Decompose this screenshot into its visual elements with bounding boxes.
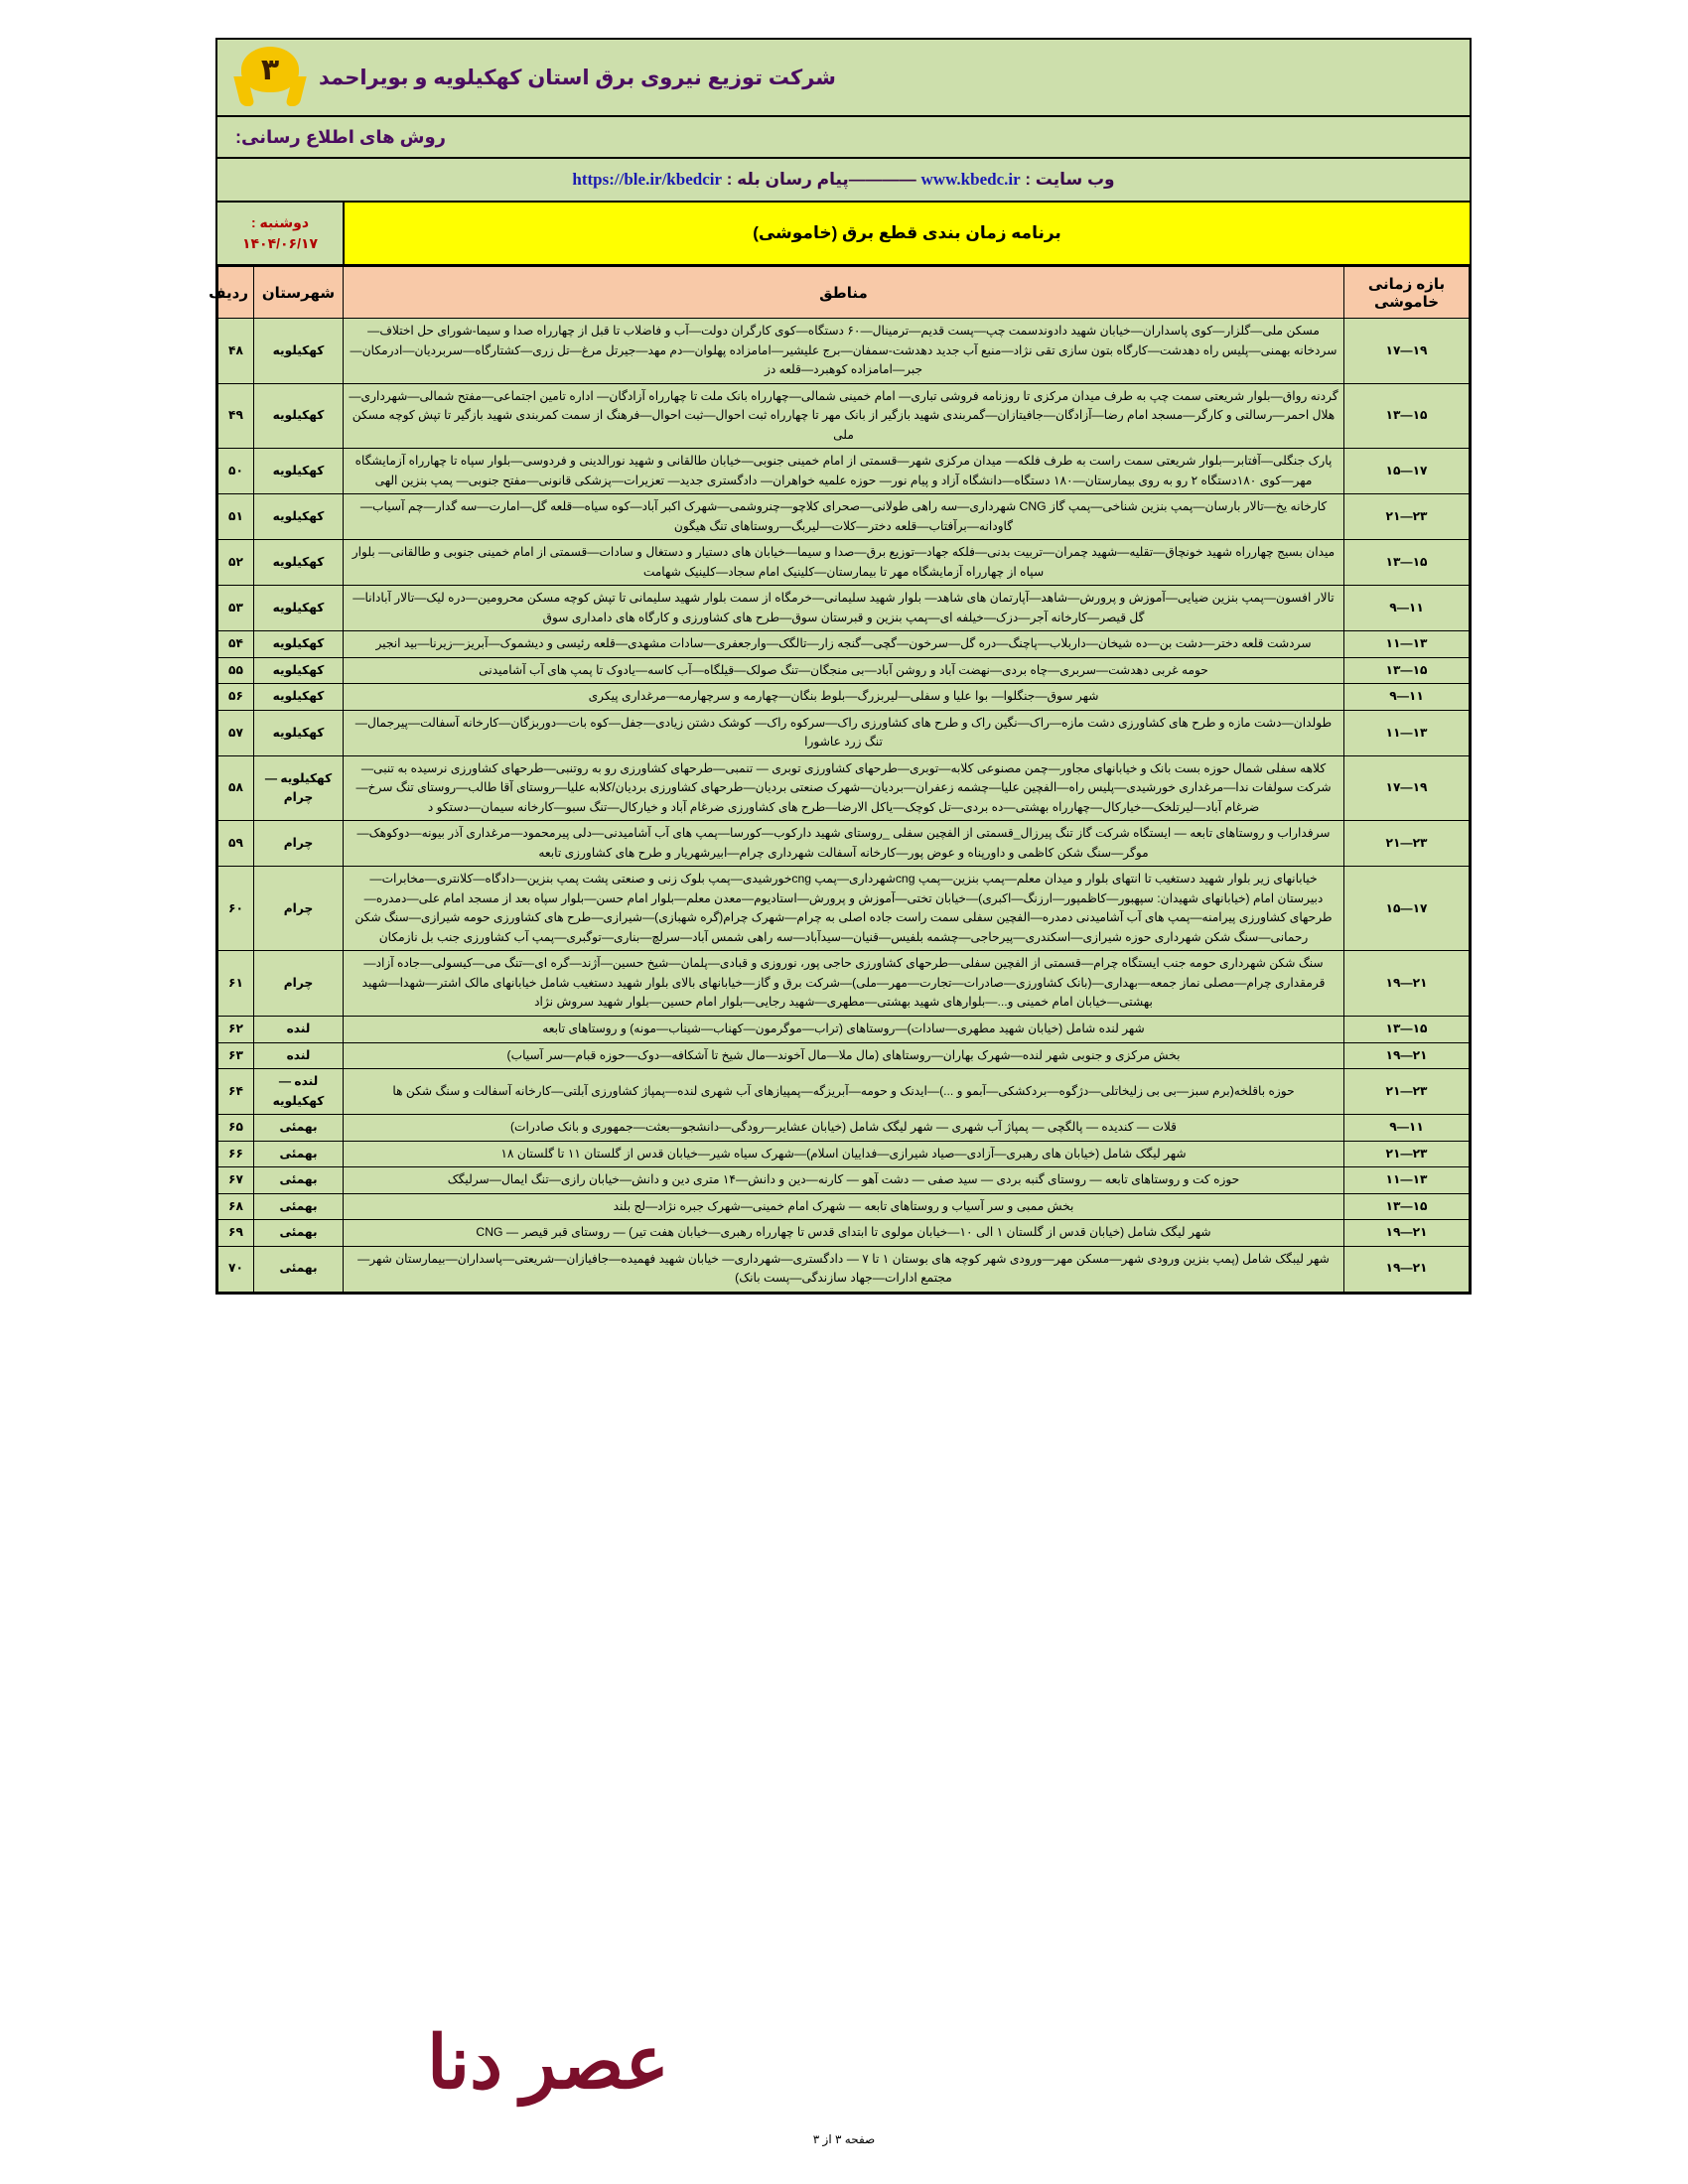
cell-time: ۱۵—۱۳ (1344, 540, 1470, 586)
schedule-day: دوشنبه : (250, 214, 310, 230)
table-row (218, 1042, 1470, 1069)
cell-city: کهکیلویه (254, 684, 344, 711)
cell-time: ۲۳—۲۱ (1344, 494, 1470, 540)
table-row (218, 710, 1470, 755)
document-header (217, 40, 1470, 117)
cell-time: ۲۱—۱۹ (1344, 1220, 1470, 1247)
cell-areas: حوزه باقلخه(برم سبز—بی بی زلیخاتلی—دژگوه—بردکشکی—آبمو و ...)—ایدنک و حومه—آبریزگه—پمپیازهای آب شهری لنده—پمپاژ کشاورزی آبلتی—کارخانه آسفالت و سنگ شکن ها (344, 1069, 1344, 1115)
table-row (218, 1167, 1470, 1194)
cell-time: ۱۵—۱۳ (1344, 1193, 1470, 1220)
info-methods-row (217, 117, 1470, 159)
cell-city: کهکیلویه (254, 383, 344, 449)
table-row (218, 494, 1470, 540)
cell-city: کهکیلویه (254, 657, 344, 684)
outage-schedule-document (209, 38, 1472, 1295)
cell-city: چرام (254, 951, 344, 1017)
cell-city: چرام (254, 821, 344, 867)
table-row (218, 1115, 1470, 1142)
cell-time: ۱۳—۱۱ (1344, 631, 1470, 658)
cell-time: ۱۷—۱۵ (1344, 449, 1470, 494)
cell-row-number: ۶۳ (218, 1042, 254, 1069)
cell-areas: مسکن ملی—گلزار—کوی پاسداران—خیابان شهید دادوندسمت چپ—پست قدیم—ترمینال—۶۰ دستگاه—کوی کارگران دولت—آب و فاضلاب تا قبل از چهارراه صدا و سیما-شورای حل اختلاف—سردخانه بهمنی—پلیس راه دهدشت—کارگاه بتون سازی تقی نژاد—منبع آب جدید دهدشت-سمفان—برج علیشیر—امامزاده پهلوان—دم مهد—جیرتل مرغ—تل زری—کشتارگاه—سربردیان—ادرمکان—جبر—امامزاده کوهبرد—قلعه دز (344, 319, 1344, 384)
cell-time: ۱۵—۱۳ (1344, 1016, 1470, 1042)
cell-row-number: ۶۸ (218, 1193, 254, 1220)
cell-row-number: ۶۶ (218, 1141, 254, 1167)
table-row (218, 657, 1470, 684)
cell-row-number: ۵۶ (218, 684, 254, 711)
cell-city: بهمئی (254, 1115, 344, 1142)
cell-row-number: ۷۰ (218, 1246, 254, 1292)
cell-city: کهکیلویه — چرام (254, 755, 344, 821)
cell-row-number: ۴۹ (218, 383, 254, 449)
website-link[interactable]: www.kbedc.ir (920, 170, 1021, 189)
cell-city: کهکیلویه (254, 540, 344, 586)
cell-time: ۲۱—۱۹ (1344, 1246, 1470, 1292)
cell-row-number: ۵۰ (218, 449, 254, 494)
cell-time: ۱۵—۱۳ (1344, 657, 1470, 684)
cell-row-number: ۶۱ (218, 951, 254, 1017)
table-row (218, 1141, 1470, 1167)
cell-city: لنده (254, 1042, 344, 1069)
column-header-areas: مناطق (344, 267, 1344, 319)
cell-areas: بخش ممبی و سر آسیاب و روستاهای تابعه — شهرک امام خمینی—شهرک جبره نژاد—لج بلند (344, 1193, 1344, 1220)
cell-time: ۲۱—۱۹ (1344, 951, 1470, 1017)
cell-row-number: ۵۷ (218, 710, 254, 755)
cell-areas: حوزه کت و روستاهای تابعه — روستای گنبه بردی — سید صفی — دشت آهو — کارنه—دین و دانش—۱۴ متری دین و دانش—خیابان رازی—تنگ ایمال—سرلیگک (344, 1167, 1344, 1194)
page-number: صفحه ۳ از ۳ (812, 2132, 876, 2146)
cell-city: کهکیلویه (254, 494, 344, 540)
cell-city: بهمئی (254, 1167, 344, 1194)
cell-city: لنده (254, 1016, 344, 1042)
cell-time: ۱۷—۱۵ (1344, 867, 1470, 951)
cell-city: چرام (254, 867, 344, 951)
cell-areas: شهر لنده شامل (خیابان شهید مطهری—سادات)—روستاهای (تراب—موگرمون—کهناب—شیناب—مونه) و روستاهای تابعه (344, 1016, 1344, 1042)
schedule-date-box (217, 203, 343, 264)
cell-areas: سردشت قلعه دختر—دشت بن—ده شیخان—داربلاب—پاچنگ—دره گل—سرخون—گچی—گنجه زار—تالگک—وارجعفری—سادات مشهدی—قلعه رئیسی و دیشموک—آبریز—زیرنا—بید انجیر (344, 631, 1344, 658)
cell-city: لنده — کهکیلویه (254, 1069, 344, 1115)
cell-areas: سنگ شکن شهرداری حومه جنب ایستگاه چرام—قسمتی از الفچین سفلی—طرحهای کشاورزی حاجی پور، نوروزی و قبادی—پلمان—شیخ حسین—آژند—گره ای—تنگ می—کیسولی—جاده آزاد—قرمقداری چرام—مصلی نماز جمعه—بهداری—(بانک کشاورزی—صادرات—تجارت—مهر—ملی)—شرکت برق و گاز—خیابانهای بالای بلوار شهید دستغیب شامل خیابانهای مالک اشتر—شهدا—شهید بهشتی—خیابان امام خمینی و...—بلوارهای شهید بهشتی—مطهری—شهید رجایی—بلوار امام حسین—بلوار شهید سروش نژاد (344, 951, 1344, 1017)
table-row (218, 383, 1470, 449)
cell-row-number: ۴۸ (218, 319, 254, 384)
info-methods-label: روش های اطلاع رسانی: (235, 126, 447, 147)
table-row (218, 1069, 1470, 1115)
column-header-row: ردیف (218, 267, 254, 319)
schedule-banner-title: برنامه زمان بندی قطع برق (خاموشی) (343, 203, 1470, 264)
table-row (218, 867, 1470, 951)
cell-city: کهکیلویه (254, 319, 344, 384)
cell-row-number: ۵۵ (218, 657, 254, 684)
cell-time: ۲۳—۲۱ (1344, 821, 1470, 867)
table-row (218, 319, 1470, 384)
cell-areas: تالار افسون—پمپ بنزین ضیایی—آموزش و پرورش—شاهد—آپارتمان های شاهد— بلوار شهید سلیمانی—خرمگاه از سمت بلوار شهید سلیمانی تا تپش کوچه مسکن محرومین—دره لیک—تالار آبادانا—گل قیصر—کارخانه آجر—دزک—خیلفه ای—پمپ بنزین و قبرستان سوق—طرح های کشاورزی و کارگاه های دامداری سوق (344, 586, 1344, 631)
table-row (218, 951, 1470, 1017)
cell-row-number: ۶۰ (218, 867, 254, 951)
cell-areas: شهر لیگک شامل (خیابان های رهبری—آزادی—صیاد شیرازی—فداییان اسلام)—شهرک سیاه شیر—خیابان قدس از گلستان ۱۱ تا گلستان ۱۸ (344, 1141, 1344, 1167)
table-row (218, 631, 1470, 658)
cell-row-number: ۵۳ (218, 586, 254, 631)
table-row (218, 449, 1470, 494)
cell-row-number: ۶۵ (218, 1115, 254, 1142)
cell-city: کهکیلویه (254, 449, 344, 494)
cell-areas: خیابانهای زیر بلوار شهید دستغیب تا انتهای بلوار و میدان معلم—پمپ بنزین—پمپ cngشهرداری—پمپ cngخورشیدی—پمپ بلوک زنی و صنعتی پشت پمپ بنزین—دادگاه—کلانتری—مخابرات—دبیرستان امام (خیابانهای شهیدان: سپهبور—کاظمپور—ارزنگ—اکبری)—خیابان تختی—آموزش و پرورش—استادیوم—معدن معلم—بلوار امام حسن—بلوار سپاه بعد از مسجد امام علی—دمدره—طرحهای کشاورزی پیرامنه—پمپ های آب آشامیدنی دمدره—الفچین سفلی سمت راست جاده اصلی به چرام—شهرک چرام(گره شهبازی)—شیرازی—طرح های کشاورزی حومه شیرازی—سنگ شکن رحمانی—سنگ شکن شهرداری حوزه شیرازی—اسکندری—پیرحاجی—چشمه بلفیس—قنیان—سیدآباد—سه راهی شمس آباد—سرلچ—بناری—توگبری—پمپ آب کشاورزی جنب بل نازمکان (344, 867, 1344, 951)
cell-time: ۱۱—۹ (1344, 1115, 1470, 1142)
cell-areas: شهر لیگک شامل (خیابان قدس از گلستان ۱ الی ۱۰—خیابان مولوی تا ابتدای قدس تا چهارراه رهبری—خیابان هفت تیر) — روستای قبر قیصر — CNG (344, 1220, 1344, 1247)
cell-city: بهمئی (254, 1193, 344, 1220)
cell-areas: شهر سوق—جنگلوا— بوا علیا و سفلی—لیربزرگ—بلوط بنگان—چهارمه و سرچهارمه—مرغداری پیکری (344, 684, 1344, 711)
cell-areas: میدان بسیج چهارراه شهید خونچاق—تقلیه—شهید چمران—تربیت بدنی—فلکه جهاد—توزیع برق—صدا و سیما—خیابان های دستیار و دستغال و سادات—قسمتی از امام خمینی جنوبی و طالقانی— بلوار سپاه از چهارراه آزمایشگاه مهر تا بیمارستان—کلینیک امام سجاد—کلینیک شهامت (344, 540, 1344, 586)
cell-areas: سرفداراب و روستاهای تابعه — ایستگاه شرکت گاز تنگ پیرزال_قسمتی از الفچین سفلی _روستای شهید دارکوب—کورسا—پمپ های آب آشامیدنی—دلی پیرمحمود—مرغداری آذر بیونه—دوکوهک—موگر—سنگ شکن کاظمی و داورپناه و عوض پور—کارخانه آسفالت شهرداری چرام—ابیرشهریار و طرح های کشاورزی تابعه (344, 821, 1344, 867)
cell-time: ۱۵—۱۳ (1344, 383, 1470, 449)
cell-areas: گردنه رواق—بلوار شریعتی سمت چپ به طرف میدان مرکزی تا روزنامه فروشی تباری— امام خمینی شمالی—چهارراه بانک ملت تا چهارراه آزادگان— اداره تامین اجتماعی—مفتح شمالی—شهرداری—هلال احمر—رسالتی و کارگر—مسجد امام رضا—آزادگان—جافیتازان—گمربندی شهید بازگیر از بانک مهر تا چهارراه ثبت احوال—ثبت احوال—فرهنگ از سمت کمربندی شهید بازگیر تا تپش کوچه مسکن ملی (344, 383, 1344, 449)
bale-messenger-link[interactable]: https://ble.ir/kbedcir (572, 170, 723, 189)
schedule-date: ۱۴۰۴/۰۶/۱۷ (241, 235, 319, 251)
table-row (218, 1220, 1470, 1247)
cell-time: ۱۹—۱۷ (1344, 755, 1470, 821)
company-title: شرکت توزیع نیروی برق استان کهکیلویه و بویراحمد (319, 66, 836, 89)
cell-time: ۲۱—۱۹ (1344, 1042, 1470, 1069)
cell-time: ۱۱—۹ (1344, 586, 1470, 631)
cell-row-number: ۵۹ (218, 821, 254, 867)
schedule-banner-row (217, 203, 1470, 266)
table-header-row (218, 267, 1470, 319)
cell-row-number: ۵۱ (218, 494, 254, 540)
cell-areas: کلاهه سفلی شمال حوزه بست بانک و خیابانهای مجاور—چمن مصنوعی کلابه—توبری—طرحهای کشاورزی توبری — تنمبی—طرحهای کشاورزی رو به روتنبی—طرحهای کشاورزی نرسیده به تنبی—شرکت سولفات ندا—مرغداری خورشیدی—پلیس راه—الفچین علیا—چشمه زعفران—بردیان—شهرک صنعتی بردیان—طرحهای کشاورزی بردیان/کلابه علیا—روستای آقا طالب—روستای تنگ سرخ—ضرغام آباد—لیرتلخک—خیارکال—چهارراه بهشتی—ده بردی—تل کوچک—یاکل الارضا—طرح های کشاورزی ضرغام آباد و خیارکال—تنگ سبو—کارخانه سیمان—دستکو د (344, 755, 1344, 821)
cell-city: بهمئی (254, 1220, 344, 1247)
cell-city: بهمئی (254, 1246, 344, 1292)
cell-city: کهکیلویه (254, 586, 344, 631)
table-row (218, 755, 1470, 821)
table-row (218, 1016, 1470, 1042)
logo-mark-text: ۳ (260, 54, 280, 86)
cell-row-number: ۵۸ (218, 755, 254, 821)
table-row (218, 586, 1470, 631)
table-row (218, 540, 1470, 586)
messenger-label: ————پیام رسان بله : (722, 170, 921, 189)
table-body (218, 319, 1470, 1293)
cell-areas: طولدان—دشت مازه و طرح های کشاورزی دشت مازه—راک—نگین راک و طرح های کشاورزی راک—سرکوه راک— کوشک دشتن زیادی—جفل—کوه بات—دوربزگان—کارخانه آسفالت—پیرجمال—تنگ زرد عاشورا (344, 710, 1344, 755)
outage-schedule-table (209, 266, 1470, 1293)
column-header-time: بازه زمانی خاموشی (1344, 267, 1470, 319)
cell-city: کهکیلویه (254, 710, 344, 755)
cell-row-number: ۶۴ (218, 1069, 254, 1115)
cell-row-number: ۵۴ (218, 631, 254, 658)
table-row (218, 821, 1470, 867)
cell-row-number: ۶۹ (218, 1220, 254, 1247)
cell-city: کهکیلویه (254, 631, 344, 658)
cell-row-number: ۵۲ (218, 540, 254, 586)
cell-time: ۲۳—۲۱ (1344, 1141, 1470, 1167)
cell-time: ۱۳—۱۱ (1344, 710, 1470, 755)
cell-areas: شهر لیبگک شامل (پمپ بنزین ورودی شهر—مسکن مهر—ورودی شهر کوچه های بوستان ۱ تا ۷ — دادگستری—شهرداری— خیابان شهید فهمیده—جافیازان—شریعتی—پاسداران—بیمارستان شهر—مجتمع ادارات—جهاد سازندگی—پست بانک) (344, 1246, 1344, 1292)
website-label: وب سایت : (1020, 170, 1115, 189)
cell-row-number: ۶۲ (218, 1016, 254, 1042)
contact-links-row (217, 159, 1470, 203)
table-row (218, 684, 1470, 711)
cell-areas: کارخانه یخ—تالار بارسان—پمپ بنزین شناخی—پمپ گاز CNG شهرداری—سه راهی طولانی—صحرای کلاچو—چنروشمی—شهرک اکبر آباد—کوه سیاه—قلعه گل—امارت—سه گدار—چم آسیاب—گاودانه—برآفتاب—قلعه دختر—کلات—لیربگ—روستاهای تنگ هیگون (344, 494, 1344, 540)
cell-time: ۱۱—۹ (1344, 684, 1470, 711)
cell-time: ۱۹—۱۷ (1344, 319, 1470, 384)
publisher-brand: عصر دنا (427, 2023, 669, 2105)
cell-city: بهمئی (254, 1141, 344, 1167)
cell-time: ۲۳—۲۱ (1344, 1069, 1470, 1115)
column-header-city: شهرستان (254, 267, 344, 319)
cell-areas: قلات — کندیده — پالگچی — پمپاژ آب شهری — شهر لیگک شامل (خیابان عشایر—رودگی—دانشجو—بعثت—جمهوری و بانک صادرات) (344, 1115, 1344, 1142)
table-row (218, 1193, 1470, 1220)
cell-time: ۱۳—۱۱ (1344, 1167, 1470, 1194)
table-row (218, 1246, 1470, 1292)
company-logo-icon (235, 47, 305, 108)
cell-areas: پارک جنگلی—آفتابر—بلوار شریعتی سمت راست به طرف فلکه— میدان مرکزی شهر—قسمتی از امام خمینی جنوبی—خیابان طالقانی و شهید نورالدینی و فردوسی—بلوار سپاه تا چهارراه آزمایشگاه مهر—کوی ۱۸۰دستگاه ۲ رو به روی بیمارستان—۱۸۰ دستگاه—دانشگاه آزاد و پیام نور— حوزه علمیه خواهران— دادگستری جدید— تعزیرات—پزشکی قانونی—مفتح جنوبی— پمپ بنزین الهی (344, 449, 1344, 494)
cell-row-number: ۶۷ (218, 1167, 254, 1194)
cell-areas: حومه غربی دهدشت—سربری—چاه بردی—نهضت آباد و روشن آباد—بی منجگان—تنگ صولک—قیلگاه—آب کاسه—یادوک تا پمپ های آب آشامیدنی (344, 657, 1344, 684)
cell-areas: بخش مرکزی و جنوبی شهر لنده—شهرک بهاران—روستاهای (مال ملا—مال آخوند—مال شیخ تا آشکافه—دوک—حوزه قبام—سر آسیاب) (344, 1042, 1344, 1069)
